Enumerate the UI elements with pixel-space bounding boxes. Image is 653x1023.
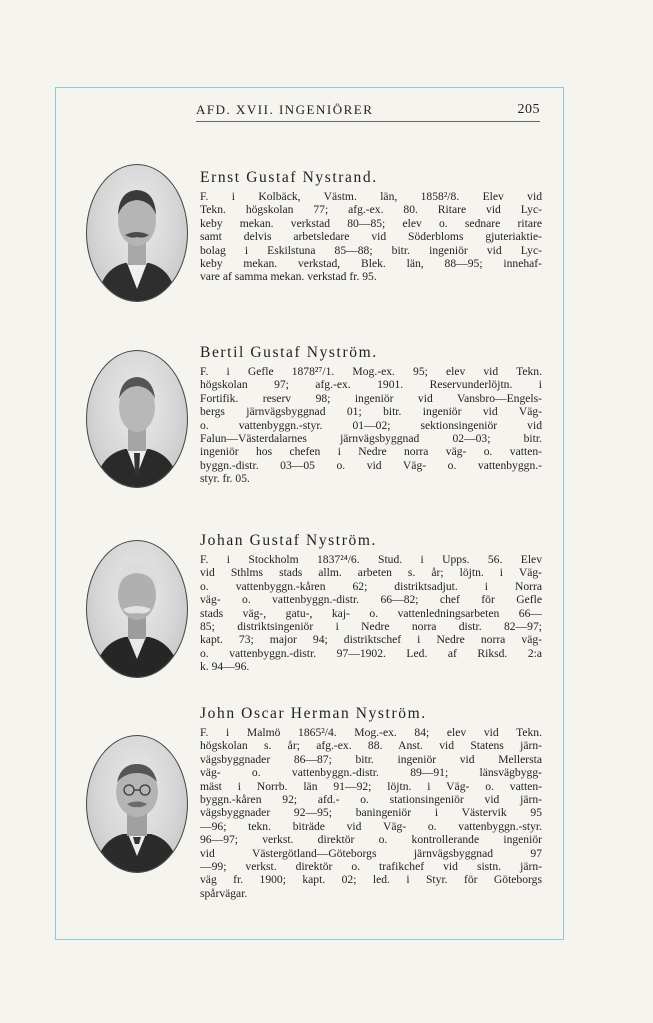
header-rule <box>196 121 540 122</box>
bio-line: stads väg-, gatu-, kaj- o. vattenledningsarbeten 66— <box>200 606 542 620</box>
bio-line: vid Västergötland—Göteborgs järnvägsbyggnad 97 <box>200 846 542 860</box>
bio-line: F. i Kolbäck, Västm. län, 1858²/8. Elev vid <box>200 190 542 203</box>
bio-line: Falun—Västerdalarnes järnvägsbyggnad 02—03; bitr. <box>200 431 542 445</box>
bio-line: Tekn. högskolan 77; afg.-ex. 80. Ritare vid Lyc- <box>200 203 542 217</box>
bio-line: byggn.-distr. 03—05 o. vid Väg- o. vattenbyggn.- <box>200 458 542 472</box>
bio-line: högskolan s. år; afg.-ex. 88. Anst. vid Statens järn- <box>200 739 542 753</box>
person-name: John Oscar Herman Nyström. <box>200 705 427 722</box>
bio-line: vägsbyggnader 86—87; bitr. ingeniör vid Mellersta <box>200 752 542 766</box>
bio-line: väg fr. 1900; kapt. 02; led. i Styr. för Göteborgs <box>200 873 542 887</box>
biography-text <box>200 553 542 674</box>
bio-line: vare af samma mekan. verkstad fr. 95. <box>200 270 377 284</box>
bio-line: F. i Gefle 1878²⁷/1. Mog.-ex. 95; elev vid Tekn. <box>200 365 542 378</box>
biography-text <box>200 365 542 486</box>
bio-line: bolag i Eskilstuna 85—88; bitr. ingeniör vid Lyc- <box>200 243 542 257</box>
bio-line: vägsbyggnader 92—95; baningeniör i Västervik 95 <box>200 806 542 820</box>
bio-line: o. vattenbyggn.-kåren 62; distriktsadjut. i Norra <box>200 579 542 593</box>
portrait-photo <box>86 350 188 488</box>
portrait-photo <box>86 735 188 873</box>
bio-line: k. 94—96. <box>200 660 250 674</box>
bio-line: kapt. 73; major 94; distriktschef i Nedre norra väg- <box>200 633 542 647</box>
section-title: AFD. XVII. INGENIÖRER <box>196 102 374 117</box>
bio-line: samt delvis arbetsledare vid Söderbloms gjuteriaktie- <box>200 230 542 244</box>
bio-line: ingeniör hos chefen i Nedre norra väg- o. vatten- <box>200 445 542 459</box>
biography-text <box>200 726 542 900</box>
page-number: 205 <box>517 102 540 117</box>
bio-line: Fortifik. reserv 98; ingeniör vid Vansbro—Engels- <box>200 391 542 405</box>
bio-line: —96; tekn. biträde vid Väg- o. vattenbyggn.-styr. <box>200 819 542 833</box>
bio-line: —99; verkst. direktör o. trafikchef vid sistn. järn- <box>200 859 542 873</box>
bio-line: keby mekan. verkstad 80—85; elev o. sednare ritare <box>200 216 542 230</box>
bio-line: mäst i Norrb. län 91—92; löjtn. i Väg- o. vatten- <box>200 779 542 793</box>
bio-line: F. i Stockholm 1837²⁴/6. Stud. i Upps. 56. Elev <box>200 553 542 566</box>
bio-line: 96—97; verkst. direktör o. kontrollerande ingeniör <box>200 833 542 847</box>
portrait-photo <box>86 540 188 678</box>
person-name: Bertil Gustaf Nyström. <box>200 344 378 361</box>
bio-line: bergs järnvägsbyggnad 01; bitr. ingeniör vid Väg- <box>200 405 542 419</box>
bio-line: spårvägar. <box>200 886 248 900</box>
bio-line: o. vattenbyggn.-distr. 97—1902. Led. af Riksd. 2:a <box>200 646 542 660</box>
bio-line: 85; distriktsingeniör i Nedre norra distr. 82—97; <box>200 619 542 633</box>
bio-line: styr. fr. 05. <box>200 472 250 486</box>
person-name: Ernst Gustaf Nystrand. <box>200 169 378 186</box>
bio-line: väg- o. vattenbyggn.-distr. 89—91; länsvägbygg- <box>200 766 542 780</box>
bio-line: väg- o. vattenbyggn.-distr. 66—82; chef för Gefle <box>200 593 542 607</box>
bio-line: F. i Malmö 1865²/4. Mog.-ex. 84; elev vid Tekn. <box>200 726 542 739</box>
portrait-photo <box>86 164 188 302</box>
bio-line: o. vattenbyggn.-styr. 01—02; sektionsingeniör vid <box>200 418 542 432</box>
bio-line: vid Sthlms stads allm. arbeten s. år; löjtn. i Väg- <box>200 566 542 580</box>
biography-text <box>200 190 542 284</box>
bio-line: byggn.-kåren 92; afd.- o. stationsingeniör vid järn- <box>200 792 542 806</box>
person-name: Johan Gustaf Nyström. <box>200 532 377 549</box>
bio-line: keby mekan. verkstad, Blek. län, 88—95; innehaf- <box>200 256 542 270</box>
bio-line: högskolan 97; afg.-ex. 1901. Reservunderlöjtn. i <box>200 378 542 392</box>
